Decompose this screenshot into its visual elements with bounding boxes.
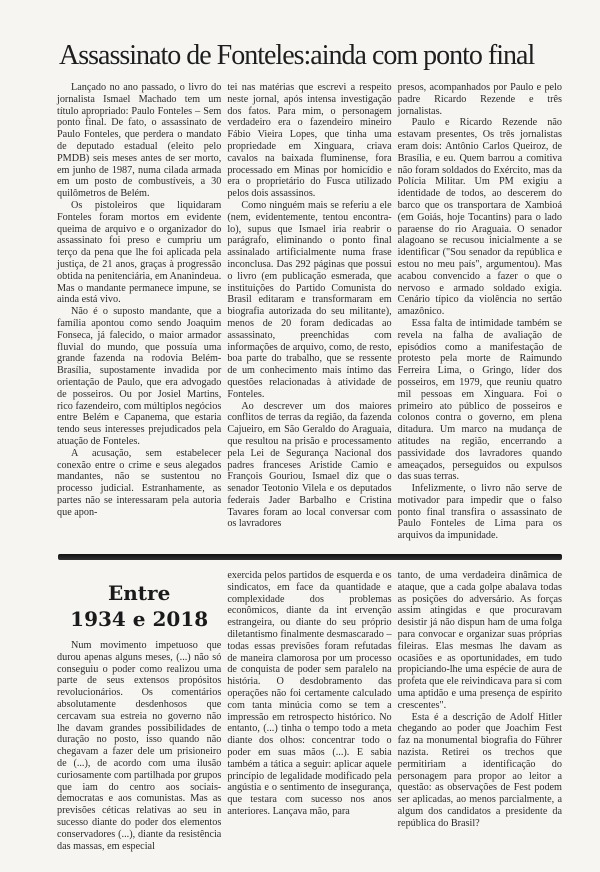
article-headline: Assassinato de Fonteles:ainda com ponto final <box>59 40 535 71</box>
article-column-3 <box>398 82 562 542</box>
paragraph: exercida pelos partidos de esquerda e os sindicatos, em face da quantidade e complexidade dos problemas econômicos, diante da int ervenção estrangeira, ou diante do seu próprio diletantismo finalmente desmascarado – todas essas previsões foram refutadas de maneira clamorosa por um processo de conquista de poder sem paralelo na história. O desdobramento das operações não foi certamente calculado com tanta minúcia como se tem a impressão em retrospecto histórico. No entanto, (...) tinha o tempo todo a meta diante dos olhos: concentrar todo o poder em suas mãos (...). E sabia também a tática a seguir: aplicar aquele princípio de legalidade modificado pela angústia e o sentimento de insegurança, que testara com sucesso nos anos anteriores. Lançava mão, para <box>227 570 392 818</box>
article-column-1 <box>57 82 221 518</box>
paragraph: Num movimento impetuoso que durou apenas alguns meses, (...) não só conseguiu o poder como realizou uma parte de seus extensos propósitos revolucionários. Os comentários absolutamente desdenhosos que cercavam sua estreia no governo não lhe davam grandes possibilidades de duração no posto, isso quando não chegavam a fazer dele um prisioneiro de (...), de acordo com uma ilusão curiosamente com partilhada por grupos que iam do centro aos sociais-democratas e aos comunistas. Mas as previsões céticas relativas ao seu in sucesso diante do poder dos elementos conservadores (...), diante da resistência das massas, em especial <box>57 640 222 852</box>
paragraph: Os pistoleiros que liquidaram Fonteles foram mortos em evidente queima de arquivo e o organizador do assassinato foi preso e cumpriu um terço da pena que lhe foi aplicada pela justiça, de 21 anos, graças à progressão obtida na penitenciária, em Ananindeua. Mas o mandante permanece impune, se ainda está vivo. <box>57 199 222 306</box>
paragraph: Essa falta de intimidade também se revela na falha de avaliação de episódios como a manifestação de protesto pela morte de Raimundo Ferreira Lima, o Gringo, líder dos posseiros, em 1979, que reuniu quatro mil pessoas em Xinguara. Foi o primeiro ato público de posseiros e colonos contra o governo, em plena ditadura. Um marco na mudança de atitudes na região, encerrando a passividade dos lavradores quando ameaçados, perseguidos ou expulsos das suas terras. <box>397 317 562 483</box>
paragraph: Como ninguém mais se referiu a ele (nem, evidentemente, tentou encontra-lo), supus que Ismael iria reabrir o parágrafo, eliminando o ponto final assinalado artificialmente numa frase inconclusa. Das 292 páginas que possui o livro (em publicação esmerada, que instituições do Partido Comunista do Brasil editaram e transformaram em biografia autorizada do seu militante), menos de 20 foram dedicadas ao assassinato, preenchidas com informações de arquivo, como, de resto, boa parte do trabalho, que se ressente de um conhecimento mais íntimo das questões relacionadas à atividade de Fonteles. <box>227 199 392 400</box>
paragraph: Ao descrever um dos maiores conflitos de terras da região, da fazenda Cajueiro, em São Geraldo do Araguaia, que resultou na prisão e processamento pela Lei de Segurança Nacional dos padres franceses Aristide Camio e François Gouriou, Ismael diz que o senador Teotonio Vilela e os deputados federais Jader Barbalho e Cristina Tavares foram ao local conversar com os lavradores <box>227 400 392 530</box>
section-column-1 <box>57 570 221 852</box>
article-column-2 <box>227 82 391 530</box>
section-body <box>57 570 562 852</box>
paragraph: Infelizmente, o livro não serve de motivador para impedir que o falso ponto final transfira o assassinato de Paulo Fonteles de Lima para os arquivos da impunidade. <box>397 483 562 542</box>
paragraph: Esta é a descrição de Adolf Hitler chegando ao poder que Joachim Fest faz na monumental biografia do Führer nazista. Retirei os trechos que permitiriam a identificação do personagem para propor ao leitor a questão: as observações de Fest podem ser aplicadas, ao menos parcialmente, a algum dos candidatos a presidente da república do Brasil? <box>397 711 562 829</box>
paragraph: tanto, de uma verdadeira dinâmica de ataque, que a cada golpe abalava todas as posições do adversário. As forças assim atingidas e que procuravam desistir já não dispun ham de uma folga para convocar e organizar suas próprias fileiras. Elas mesmas lhe davam as ocasiões e as oportunidades, em tudo propiciando-lhe uma espécie de aura de profeta que ele reivindicava para si com uma aptidão e uma presença de espírito crescentes". <box>397 570 562 711</box>
paragraph: tei nas matérias que escrevi a respeito neste jornal, após intensa investigação dos fatos. Para mim, o personagem verdadeiro era o fazendeiro mineiro Fábio Vieira Lopes, que tinha uma propriedade em Xinguara, criava cavalos na baixada fluminense, fora processado em Minas por homicídio e era o proprietário do Fusca utilizado pelos dois assassinos. <box>227 82 392 200</box>
paragraph: A acusação, sem estabelecer conexão entre o crime e seus alegados mandantes, não se sustentou no processo judicial. Estranhamente, as partes não se interessaram pela autoria que apon- <box>57 447 222 518</box>
section-column-3 <box>398 570 562 830</box>
section-divider <box>58 554 562 560</box>
paragraph: presos, acompanhados por Paulo e pelo padre Ricardo Rezende e três jornalistas. <box>397 82 562 117</box>
section-headline-line-1: Entre <box>108 581 171 606</box>
section-headline-line-2: 1934 e 2018 <box>70 607 209 632</box>
section-column-2 <box>227 570 391 818</box>
paragraph: Não é o suposto mandante, que a família apontou como sendo Joaquim Fonseca, já falecido, o maior armador fluvial do mundo, que possuía uma grande fazenda na rodovia Belém-Brasília, supostamente invadida por orientação de Paulo, que era advogado de posseiros. Ou por Josiel Martins, rico fazendeiro, com múltiplos negócios entre Belém e Capanema, que estaria tendo seus interesses prejudicados pela atuação de Fonteles. <box>57 306 222 447</box>
paragraph: Lançado no ano passado, o livro do jornalista Ismael Machado tem um título apropriado: Paulo Fonteles – Sem ponto final. De fato, o assassinato de Paulo Fonteles, que perdera o mandato de deputado estadual (eleito pelo PMDB) seis meses antes de ser morto, em junho de 1987, numa cilada armada em um posto de combustíveis, a 30 quilômetros de Belém. <box>57 82 222 200</box>
section-headline <box>57 580 221 632</box>
paragraph: Paulo e Ricardo Rezende não estavam presentes, Os três jornalistas eram dois: Antônio Carlos Queiroz, de Brasília, e eu. Quem barrou a comitiva não foram soldados do Exército, mas da Polícia Militar. Um PM exigiu a identidade de todos, ao descerem do barco que os transportara de Xambioá (em Goiás, hoje Tocantins) para o lado paraense do rio Araguaia. O senador alagoano se recusou inicialmente a se identificar ("Sou senador da república e estou no meu país", argumentou). Mas acabou convencido a fazer o que o nervoso e armado soldado exigia. Cenário típico da violência no sertão amazônico. <box>397 117 562 318</box>
article-body <box>57 82 562 542</box>
